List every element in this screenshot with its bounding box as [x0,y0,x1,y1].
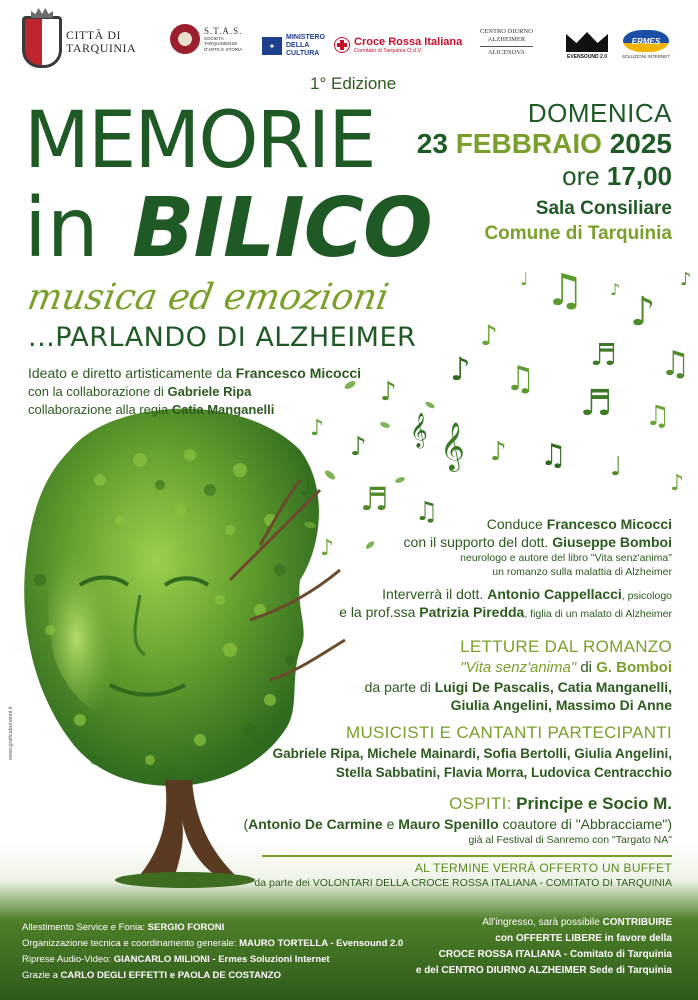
note-tiny-3: ♪ [680,269,692,290]
ospiti-block [243,793,672,847]
ospiti-name-1: Antonio De Carmine [248,816,383,832]
tarquinia-line2: TARQUINIA [66,41,137,55]
title-memorie: MEMORIE [24,96,375,186]
printer-credit: www.graficabonanni.it [8,706,14,760]
ospiti-line-3: già al Festival di Sanremo con "Targato NA" [468,834,672,846]
donation-line-3 [416,947,672,963]
book-author: G. Bomboi [596,659,672,676]
ermes-logo-icon [623,30,669,52]
ministero-line3: CULTURA [286,50,320,57]
letture-readers-2 [365,696,672,714]
credit-line-2 [28,383,361,401]
title-in: in [24,181,99,276]
donation-label: All'ingresso, sarà possibile [482,917,603,928]
musicisti-line-2: Stella Sabbatini, Flavia Morra, Ludovica Centracchio [335,765,672,780]
note-beamed-6: ♬ [360,480,389,518]
conduce-label: Conduce [486,516,547,532]
donation-line-1 [416,915,672,931]
ospiti-and: e [382,816,399,832]
ospiti-paren: ( [243,816,249,832]
cri-title: Croce Rossa Italiana [354,36,463,48]
event-time-value: 17,00 [606,161,672,191]
note-beamed-7: ♫ [415,497,439,527]
musicisti-line-1: Gabriele Ripa, Michele Mainardi, Sofia Bertolli, Giulia Angelini, [272,746,672,761]
note-eighth-1: ♫ [545,265,585,316]
credit-line-3 [28,401,361,419]
ermes-subtitle: SOLUZIONI INTERNET [622,54,671,59]
conduce-line-1 [404,515,672,533]
ospiti-name-2: Mauro Spenillo [398,816,499,832]
crown-icon [566,32,608,52]
centro-diurno-line3: ALICENOVA [480,46,533,57]
production-credit-1-label: Allestimento Service e Fonia: [22,922,148,933]
credit-3-name: Catia Manganelli [171,402,275,417]
credit-2-name: Gabriele Ripa [167,384,252,399]
event-year: 2025 [609,128,672,159]
donation-note [416,915,672,979]
production-credit-2 [22,936,403,952]
readers-label: da parte di [364,679,435,695]
stas-logo [170,24,242,54]
red-cross-icon [334,37,350,53]
cri-text [354,36,462,54]
stas-sub-3: D'ARTE E STORIA [204,46,243,52]
buffet-block [254,860,672,891]
letture-book [365,658,672,678]
logo-bar [0,10,698,80]
conduce-line-3: neurologo e autore del libro "Vita senz'anima" [460,552,672,564]
musicisti-block [273,722,672,782]
note-tiny-2: ♪ [610,280,621,299]
conduce-name: Francesco Micocci [546,516,672,532]
readers-names-2: Giulia Angelini, Massimo Di Anne [450,697,672,713]
interventi-line-1 [339,585,672,603]
interventi-2-label: e la prof.ssa [339,604,420,620]
note-beamed-4: ♬ [580,383,613,424]
interventi-1-label: Interverrà il dott. [382,586,488,602]
conduce-block [404,515,672,579]
treble-clef-1: 𝄞 [410,413,428,448]
donation-line-2 [416,931,672,947]
event-weekday: DOMENICA [527,98,672,128]
event-month: FEBBRAIO [455,128,602,159]
stas-sub-1: SOCIETÀ [204,35,224,41]
credit-1-label: Ideato e diretto artisticamente da [28,365,236,381]
stas-text [204,26,242,53]
readers-names-1: Luigi De Pascalis, Catia Manganelli, [434,679,672,695]
production-credit-3-value: GIANCARLO MILIONI - Ermes Soluzioni Internet [113,954,330,965]
stas-logo-icon [170,24,200,54]
centro-diurno-logo [480,28,533,57]
production-credit-2-value: MAURO TORTELLA - Evensound 2.0 [239,938,404,949]
note-eighth-5: ♪ [670,471,685,496]
note-beamed-5: ♫ [540,438,567,473]
credit-line-1 [28,364,361,383]
buffet-line-2: da parte dei VOLONTARI DELLA CROCE ROSSA ITALIANA - COMITATO DI TARQUINIA [254,877,672,889]
event-comune: Comune di Tarquinia [484,223,672,244]
tree-trunk [140,780,235,875]
support-name: Giuseppe Bomboi [552,534,672,550]
event-time-label: ore [562,161,607,191]
credit-1-name: Francesco Micocci [235,365,362,381]
donation-line-4 [416,963,672,979]
note-eighth-6: ♪ [350,432,367,462]
ospiti-heading: OSPITI: [449,794,512,813]
ministero-text [286,34,325,58]
crest-icon [22,16,62,68]
conduce-line-2 [404,533,672,551]
ermes-title: ERMES [631,36,661,46]
cri-logo [334,36,462,54]
note-sixteenth-1: ♫ [645,399,671,432]
production-credit-1-value: SERGIO FORONI [147,922,225,933]
letture-block [365,636,672,714]
buffet-line-1: AL TERMINE VERRÀ OFFERTO UN BUFFET [414,861,672,875]
note-eighth-8: ♪ [320,536,335,561]
production-credit-4-label: Grazie a [22,970,61,981]
centro-diurno-text [480,28,533,57]
donation-cri: CROCE ROSSA ITALIANA - Comitato di Tarquinia [438,949,672,960]
ermes-logo [622,30,670,59]
donation-offerte: con OFFERTE LIBERE in favore della [495,933,672,944]
centro-diurno-line1: CENTRO DIURNO [480,28,533,35]
production-credit-4-value: CARLO DEGLI EFFETTI e PAOLA DE COSTANZO [60,970,281,981]
centro-diurno-line2: ALZHEIMER [487,35,526,43]
cri-subtitle: Comitato di Tarquinia O.d.V. [354,48,423,54]
ministero-line1: MINISTERO [286,34,325,41]
note-quarter-1: ♪ [450,350,471,388]
ospiti-line-2 [243,815,672,833]
note-quarter-3: ♩ [610,452,623,482]
ospiti-coauthor: coautore di "Abbracciame") [498,816,672,832]
interventi-1-name: Antonio Cappellacci [487,586,622,602]
event-date [417,128,672,160]
production-credit-4 [22,968,403,984]
evensound-text: EVENSOUND 2.0 [566,54,607,60]
letture-readers-1 [365,678,672,696]
credit-2-label: con la collaborazione di [28,384,168,399]
production-credit-3-label: Riprese Audio-Video: [22,954,114,965]
note-eighth-2: ♪ [630,289,656,335]
production-credit-1 [22,920,403,936]
event-date-block [417,98,672,246]
note-eighth-3: ♪ [480,319,498,352]
production-credit-2-label: Organizzazione tecnica e coordinamento generale: [22,938,240,949]
support-label: con il supporto del dott. [403,534,553,550]
event-time [417,160,672,192]
production-credit-3 [22,952,403,968]
evensound-logo [566,32,608,60]
event-day: 23 [416,128,448,159]
treble-clef-2: 𝄞 [440,421,465,470]
edition-label: 1° Edizione [310,74,397,93]
tree-base-grass [115,872,255,888]
interventi-2-name: Patrizia Piredda [419,604,525,620]
ministero-logo-icon: ✦ [262,37,282,55]
interventi-block [339,585,672,621]
musicisti-heading: MUSICISTI E CANTANTI PARTECIPANTI [345,723,672,742]
donation-contribuire: CONTRIBUIRE [602,917,672,928]
interventi-1-role: , psicologo [621,590,672,602]
note-quarter-2: ♪ [380,377,397,407]
letture-heading: LETTURE DAL ROMANZO [460,637,672,656]
book-title: "Vita senz'anima" [460,659,577,676]
tarquinia-logo [22,16,136,68]
ospiti-names: Principe e Socio M. [516,794,672,813]
ministero-logo [262,34,325,58]
ospiti-line-1 [243,793,672,815]
stas-title: S.T.A.S. [204,25,243,36]
book-by: di [576,659,597,676]
stas-sub-2: TARQUINIENSE [204,41,238,47]
tarquinia-line1: CITTÀ DI [66,28,121,42]
interventi-2-role: , figlia di un malato di Alzheimer [524,608,672,620]
tarquinia-logo-text [66,29,136,55]
title-bilico: BILICO [132,181,432,276]
credit-3-label: collaborazione alla regia [28,402,172,417]
note-beamed-1: ♬ [590,338,617,373]
donation-centro: e del CENTRO DIURNO ALZHEIMER Sede di Tarquinia [415,965,672,976]
artistic-credits [28,364,361,419]
conduce-line-4: un romanzo sulla malattia di Alzheimer [492,566,672,578]
tagline-alzheimer: ...PARLANDO DI ALZHEIMER [28,322,417,353]
note-beamed-3: ♫ [505,359,536,399]
event-venue: Sala Consiliare [535,198,672,219]
note-beamed-2: ♫ [660,344,691,384]
interventi-line-2 [339,603,672,621]
subtitle-musica: musica ed emozioni [24,277,392,318]
production-credits [22,920,403,984]
note-quarter-4: ♩ [300,473,312,501]
note-tiny-1: ♩ [520,269,529,290]
ministero-line2: DELLA [286,42,310,49]
buffet-divider [262,855,672,857]
note-eighth-4: ♪ [490,437,507,467]
note-eighth-7: ♪ [310,416,325,441]
